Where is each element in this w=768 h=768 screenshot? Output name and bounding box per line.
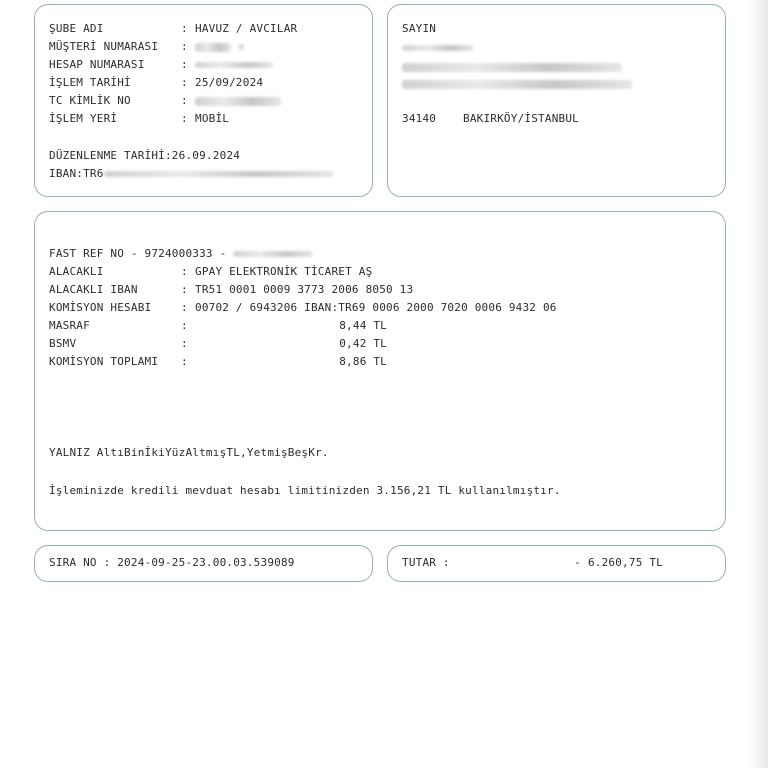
addressee-name-redacted	[402, 41, 474, 55]
commission-total-value: 8,86 TL	[339, 355, 387, 368]
transaction-date-value: 25/09/2024	[195, 76, 264, 89]
sequence-number: SIRA NO : 2024-09-25-23.00.03.539089	[49, 556, 295, 569]
amount-value: - 6.260,75 TL	[574, 556, 663, 569]
tc-id-redacted	[195, 94, 281, 108]
account-number-label: HESAP NUMARASI	[49, 58, 145, 71]
bsmv-label: BSMV	[49, 337, 77, 350]
commission-account-label: KOMİSYON HESABI	[49, 301, 152, 314]
fast-ref-number: FAST REF NO - 9724000333 -	[49, 247, 313, 261]
amount-in-words: YALNIZ AltıBinİkiYüzAltmışTL,YetmişBeşKr.	[49, 446, 329, 459]
overdraft-note: İşleminizde kredili mevduat hesabı limitinizden 3.156,21 TL kullanılmıştır.	[49, 484, 561, 497]
address-line-2-redacted	[402, 77, 632, 91]
page-edge-shadow	[746, 0, 768, 768]
transaction-place-label: İŞLEM YERİ	[49, 112, 118, 125]
amount-label: TUTAR :	[402, 556, 450, 569]
recipient-iban-label: ALACAKLI IBAN	[49, 283, 138, 296]
header-account-box: ŞUBE ADI : HAVUZ / AVCILAR MÜŞTERİ NUMARASI : HESAP NUMARASI : İŞLEM TARİHİ : 25/09/2024 TC KİMLİK NO : İŞLEM YERİ : MOBİL DÜZENLENME TARİHİ:26.09.2024 IBAN:TR6	[34, 4, 373, 197]
recipient-value: GPAY ELEKTRONİK TİCARET AŞ	[195, 265, 373, 278]
recipient-iban-value: TR51 0001 0009 3773 2006 8050 13	[195, 283, 414, 296]
customer-number-redacted	[195, 40, 244, 54]
bsmv-value: 0,42 TL	[339, 337, 387, 350]
recipient-label: ALACAKLI	[49, 265, 104, 278]
postal-code: 34140	[402, 112, 437, 125]
fee-value: 8,44 TL	[339, 319, 387, 332]
commission-total-label: KOMİSYON TOPLAMI	[49, 355, 159, 368]
branch-name-label: ŞUBE ADI	[49, 22, 104, 35]
commission-account-value: 00702 / 6943206 IBAN:TR69 0006 2000 7020 0006 9432 06	[195, 301, 557, 314]
transaction-date-label: İŞLEM TARİHİ	[49, 76, 131, 89]
tc-id-label: TC KİMLİK NO	[49, 94, 131, 107]
salutation: SAYIN	[402, 22, 437, 35]
transaction-place-value: MOBİL	[195, 112, 230, 125]
sequence-number-box	[34, 545, 373, 582]
city: BAKIRKÖY/İSTANBUL	[463, 112, 579, 125]
issue-date: DÜZENLENME TARİHİ:26.09.2024	[49, 149, 241, 162]
amount-box	[387, 545, 726, 582]
sender-iban: IBAN:TR6	[49, 167, 334, 181]
customer-number-label: MÜŞTERİ NUMARASI	[49, 40, 159, 53]
transaction-details-box: FAST REF NO - 9724000333 - ALACAKLI : GPAY ELEKTRONİK TİCARET AŞ ALACAKLI IBAN : TR51 0001 0009 3773 2006 8050 13 KOMİSYON HESABI : 00702 / 6943206 IBAN:TR69 0006 2000 7020 0006 9432 06 MASRAF : 8,44 TL BSMV : 0,42 TL KOMİSYON TOPLAMI : 8,86 TL YALNIZ AltıBinİkiYüzAltmışTL,YetmişBeşKr. İşleminizde kredili mevduat hesabı limitinizden 3.156,21 TL kullanılmıştır.	[34, 211, 726, 531]
fee-label: MASRAF	[49, 319, 90, 332]
branch-name-value: HAVUZ / AVCILAR	[195, 22, 298, 35]
address-line-1-redacted	[402, 60, 622, 74]
account-number-redacted	[195, 58, 273, 72]
header-addressee-box	[387, 4, 726, 197]
